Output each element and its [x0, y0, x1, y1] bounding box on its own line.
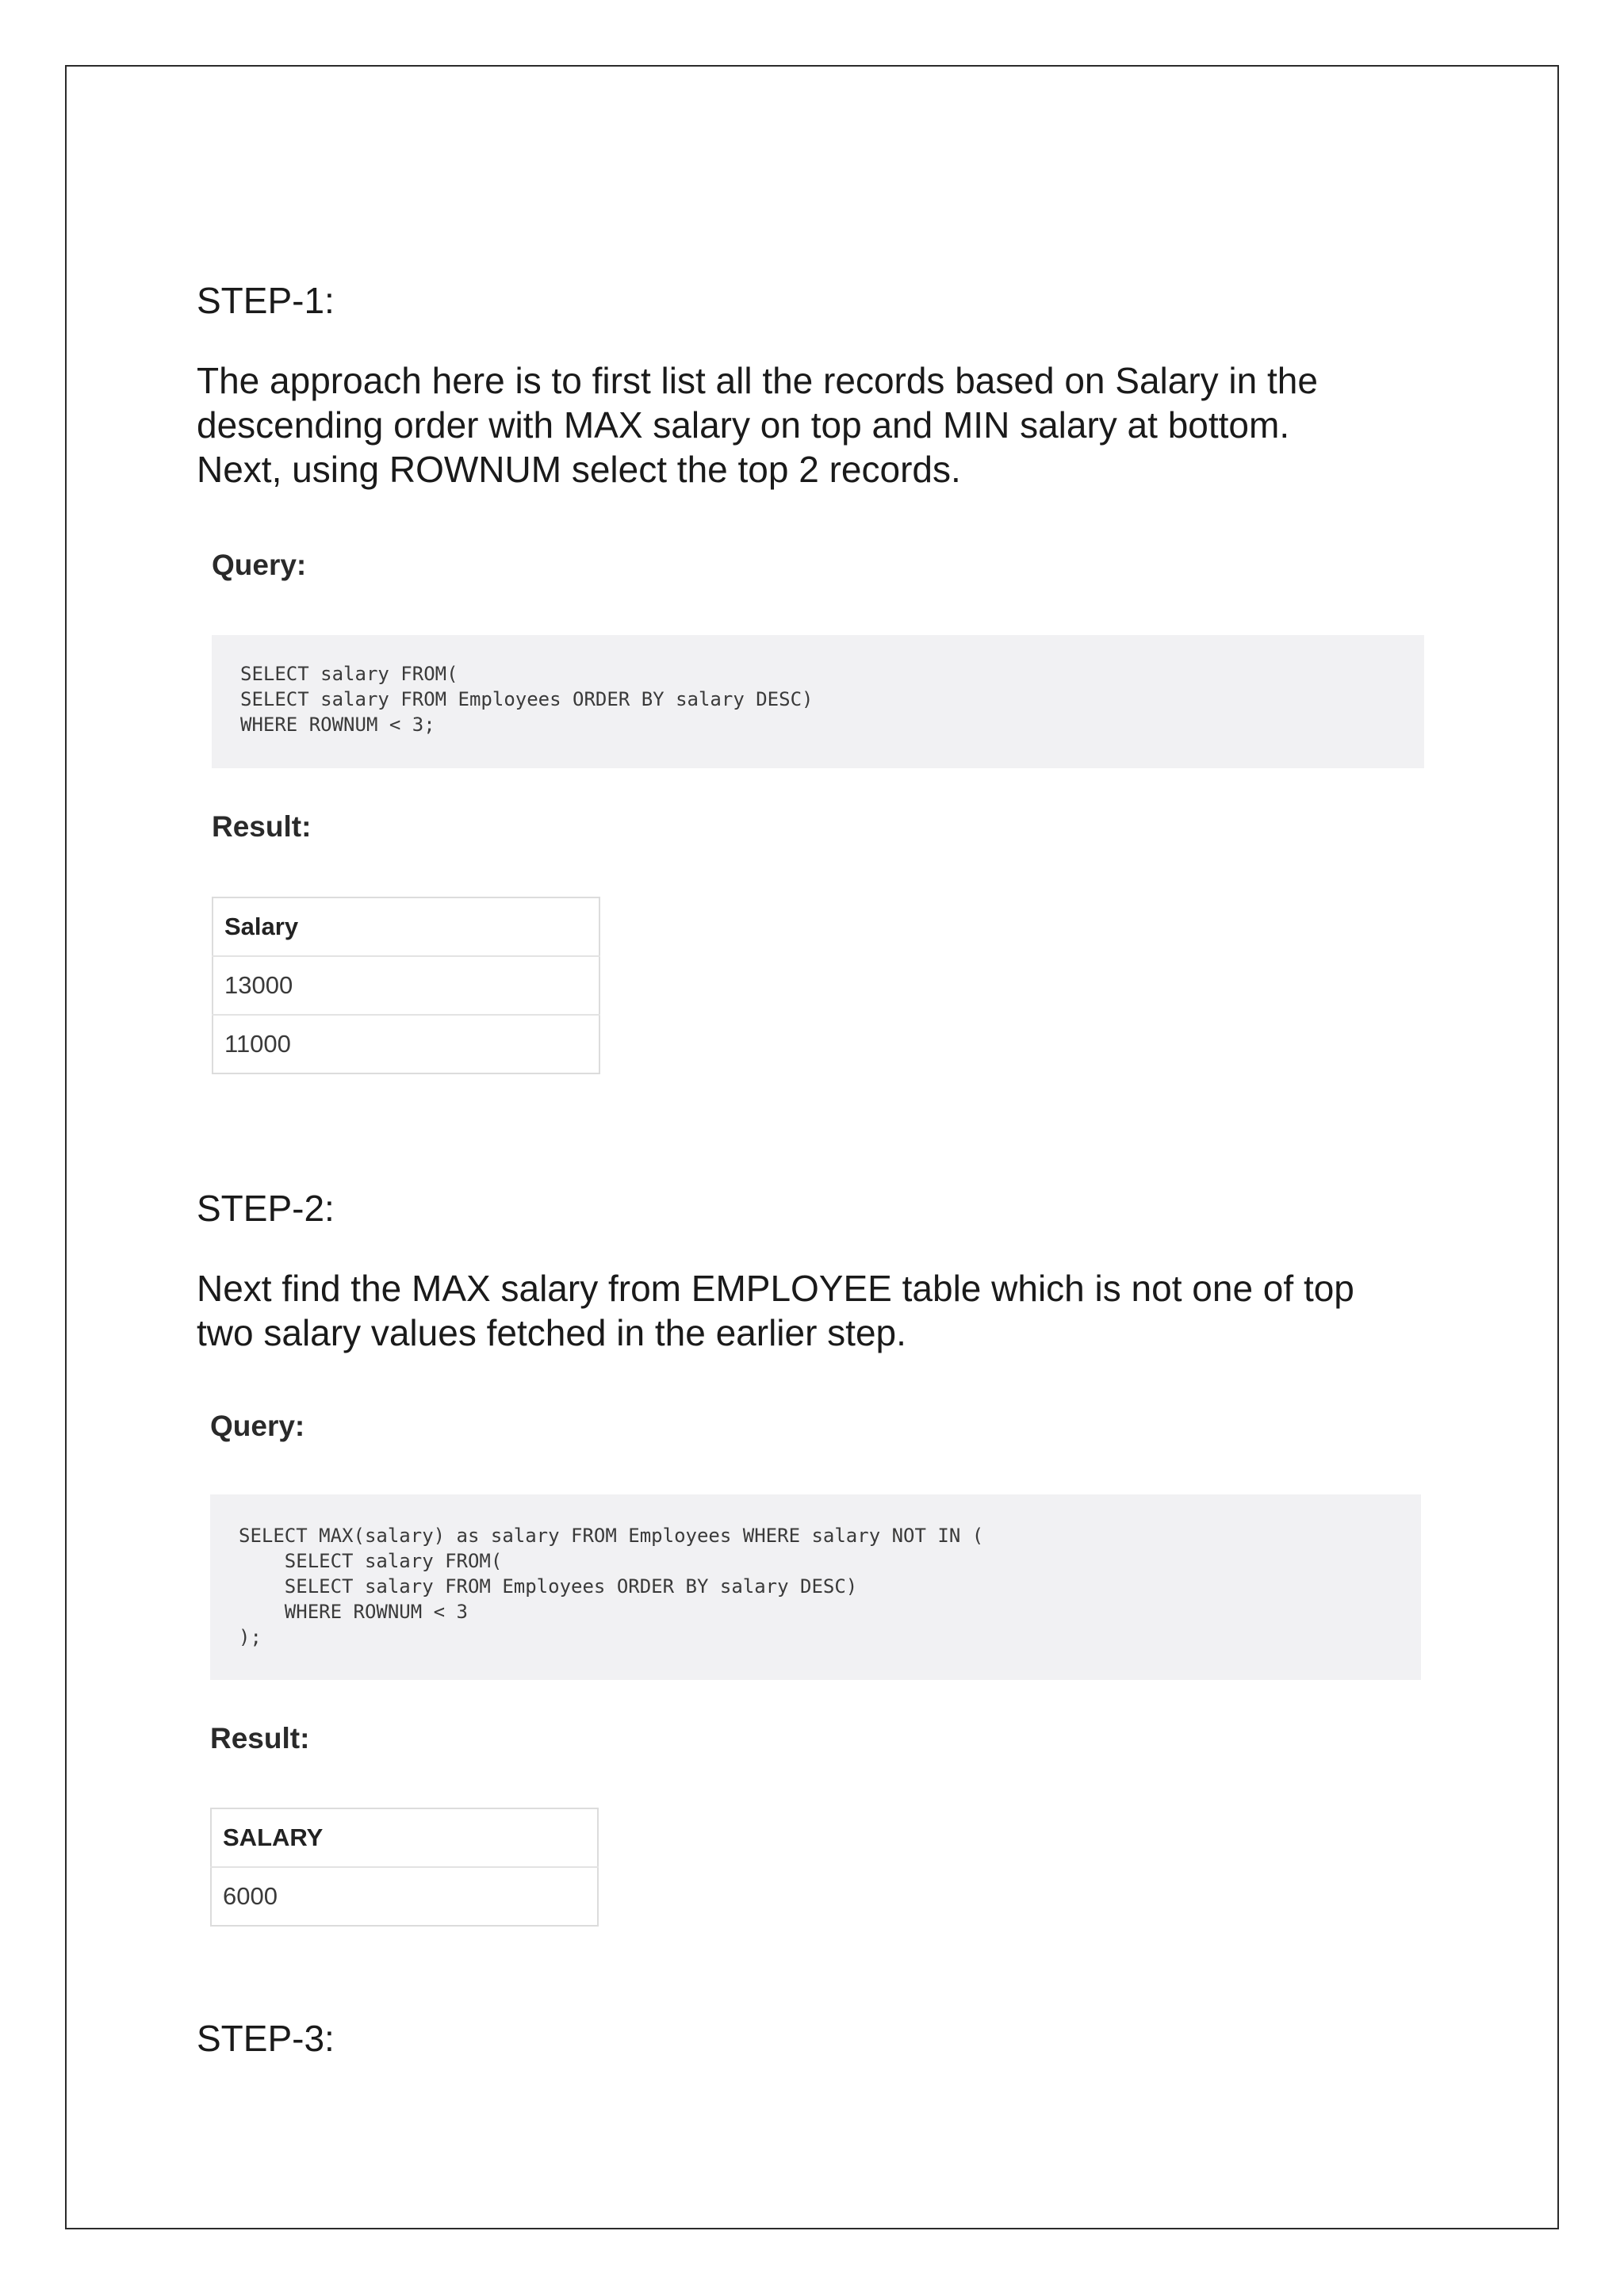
step-1-paragraph-line-2: descending order with MAX salary on top and MIN salary at bottom.	[197, 404, 1290, 446]
table-row	[213, 1015, 599, 1073]
step-1-paragraph-line-3: Next, using ROWNUM select the top 2 records.	[197, 449, 961, 490]
table-header-row	[213, 897, 599, 956]
table-cell: 6000	[223, 1882, 278, 1910]
step-2-result-table	[210, 1808, 599, 1927]
table-header-salary: SALARY	[211, 1808, 598, 1867]
step-2-result-label: Result:	[210, 1722, 310, 1755]
table-row	[213, 956, 599, 1015]
table-cell: 13000	[213, 956, 599, 1015]
step-1-code: SELECT salary FROM( SELECT salary FROM Employees ORDER BY salary DESC) WHERE ROWNUM < 3;	[240, 663, 814, 736]
step-2-code: SELECT MAX(salary) as salary FROM Employees WHERE salary NOT IN ( SELECT salary FROM( SELECT salary FROM Employees ORDER BY salary DESC) WHERE ROWNUM < 3 );	[239, 1525, 984, 1648]
step-2-query-label: Query:	[210, 1410, 305, 1442]
step-3-heading: STEP-3:	[197, 2018, 335, 2059]
table-cell: 11000	[224, 1030, 291, 1058]
step-1-paragraph	[197, 358, 1481, 492]
step-1-result-table	[212, 897, 600, 1074]
table-header-row	[211, 1808, 598, 1867]
table-row	[211, 1867, 598, 1926]
step-1-result-label: Result:	[212, 810, 312, 843]
step-1-code-block	[212, 635, 1424, 768]
table-header-salary: Salary	[213, 897, 599, 956]
step-2-code-block	[210, 1494, 1421, 1680]
step-1-query-label: Query:	[212, 549, 307, 581]
step-2-paragraph-line-1: Next find the MAX salary from EMPLOYEE table which is not one of top	[197, 1268, 1354, 1309]
step-2-heading: STEP-2:	[197, 1188, 335, 1229]
step-2-paragraph-line-2: two salary values fetched in the earlier step.	[197, 1312, 906, 1353]
step-1-paragraph-line-1: The approach here is to first list all the records based on Salary in the	[197, 360, 1318, 401]
step-1-heading: STEP-1:	[197, 280, 335, 321]
step-2-paragraph	[197, 1266, 1481, 1355]
